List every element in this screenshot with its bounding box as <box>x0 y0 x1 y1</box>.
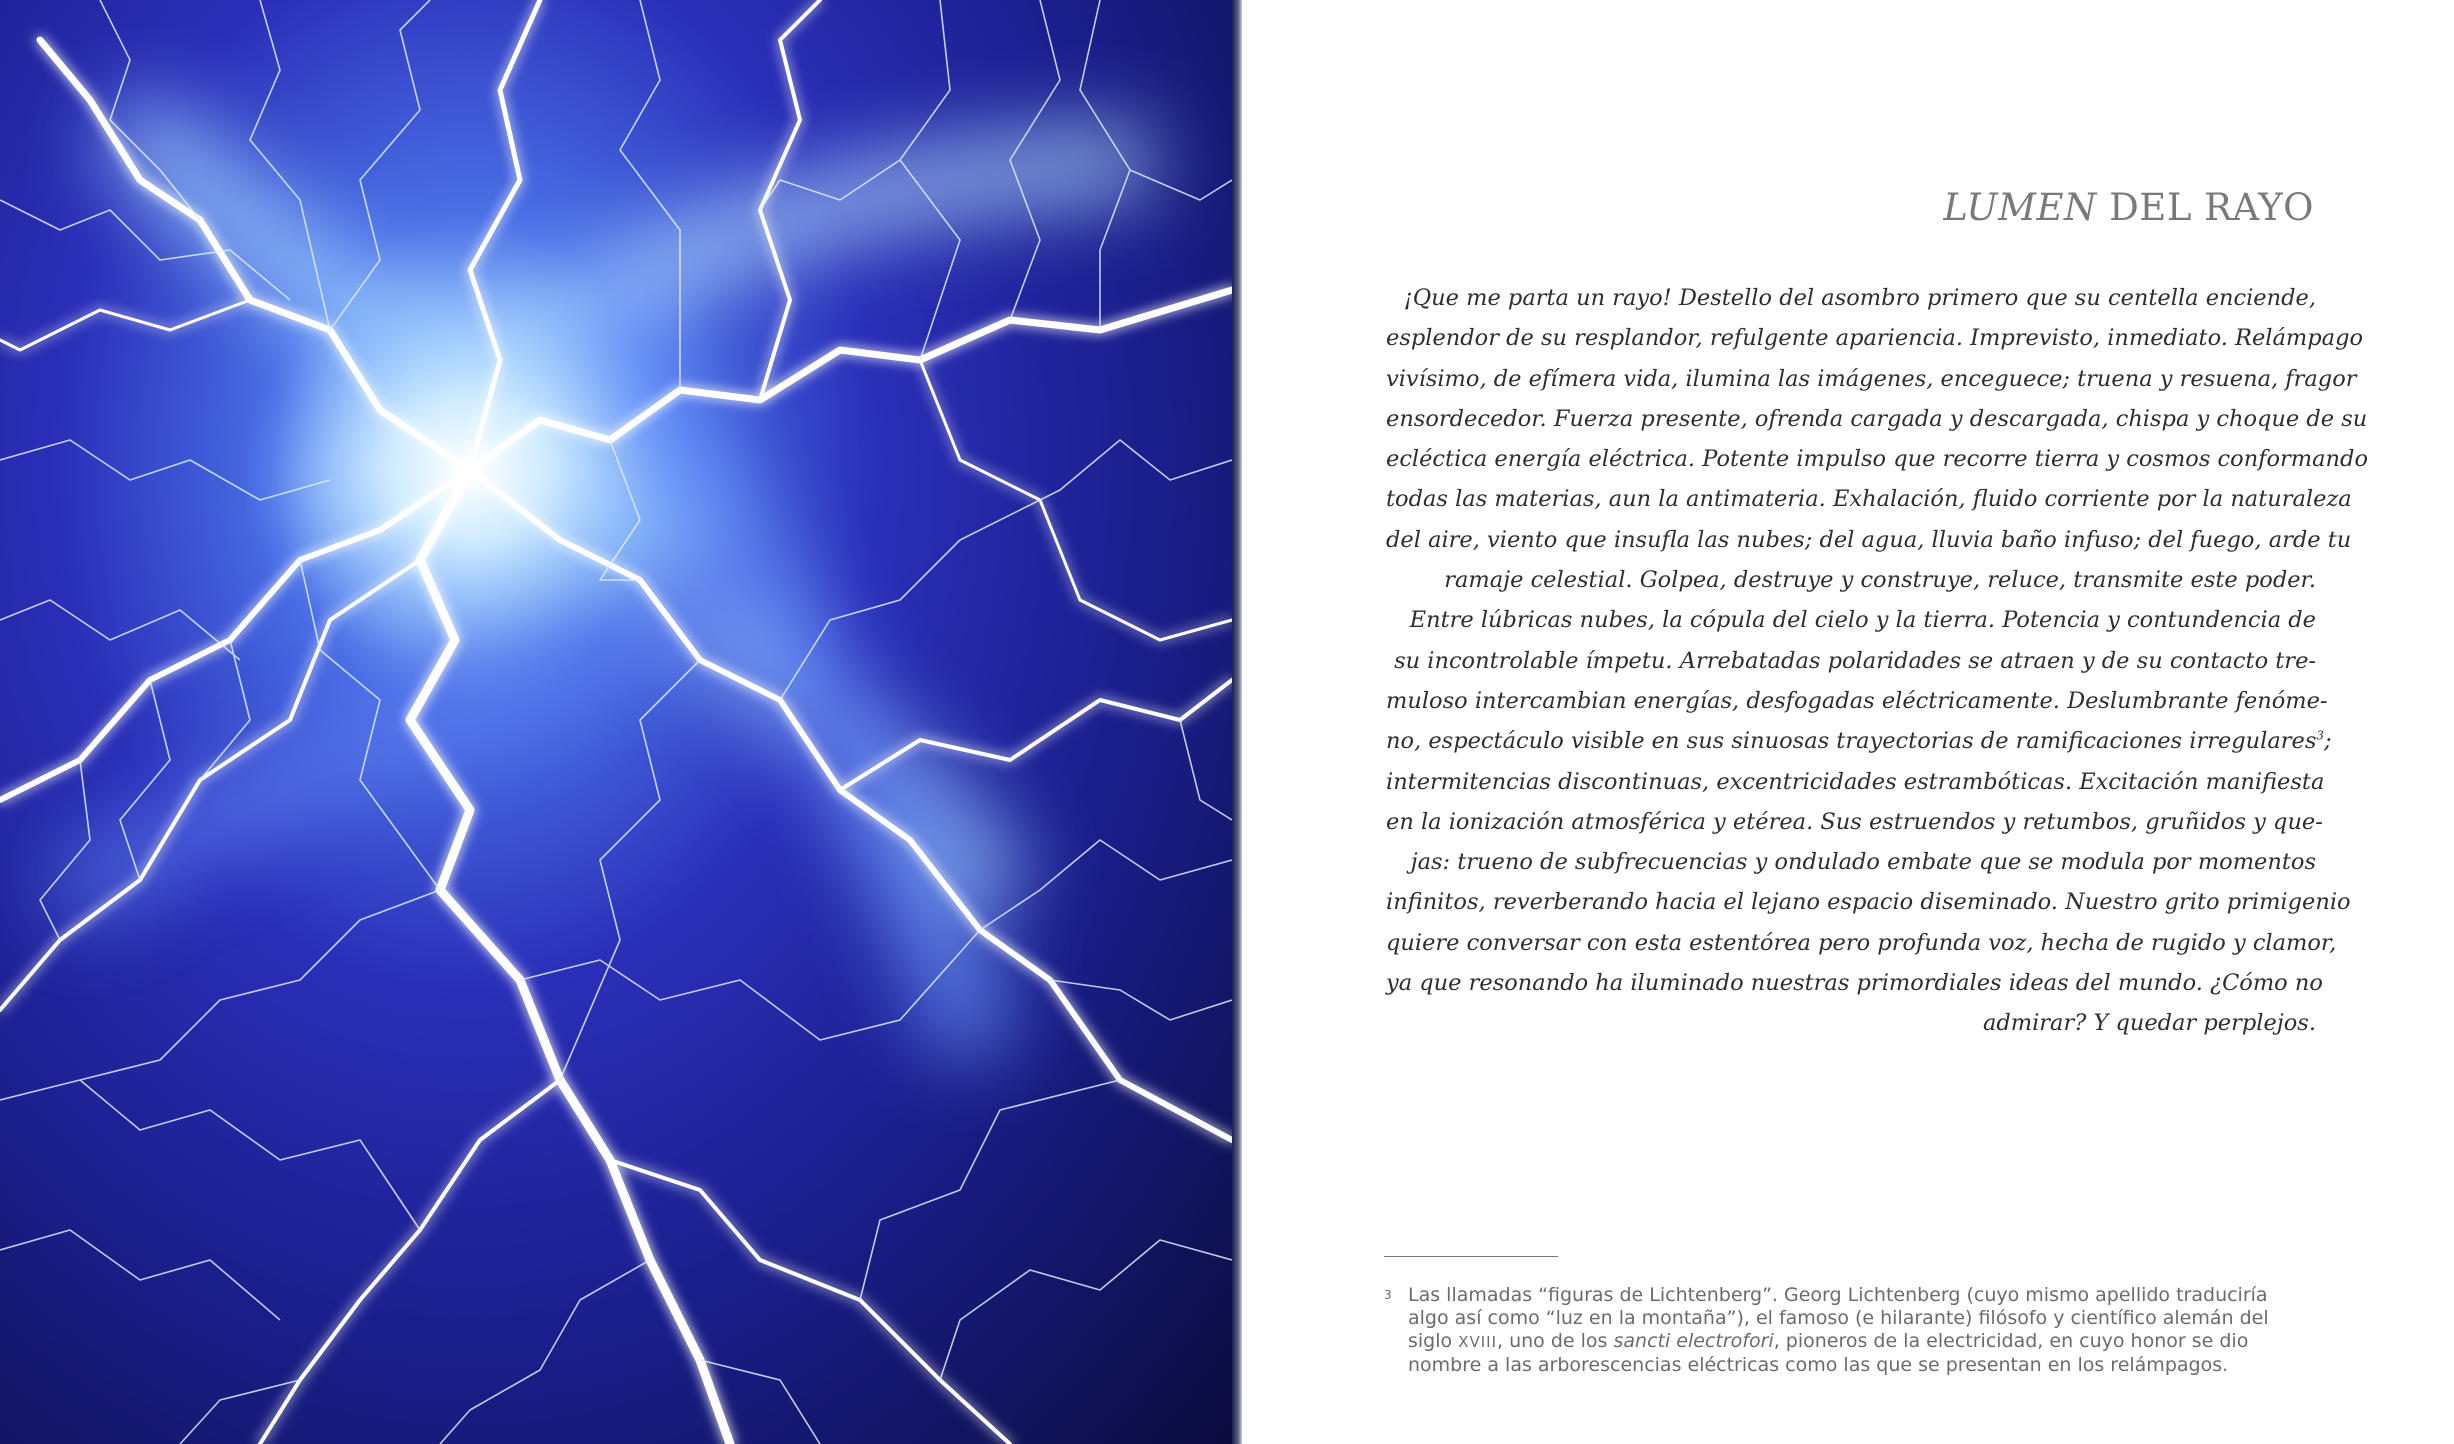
body-line: jas: trueno de subfrecuencias y ondulado embate que se modula por momentos <box>1410 849 2316 876</box>
footnote-line <box>1408 1330 2316 1354</box>
body-line: muloso intercambian energías, desfogadas eléctricamente. Deslumbrante fenóme- <box>1386 687 2328 714</box>
footnote-text <box>1408 1284 2316 1377</box>
footnote-line: nombre a las arborescencias eléctricas como las que se presentan en los relámpagos. <box>1408 1354 2229 1376</box>
footnote <box>1384 1284 2316 1377</box>
body-line: ecléctica energía eléctrica. Potente impulso que recorre tierra y cosmos conformando <box>1386 446 2369 473</box>
body-line: intermitencias discontinuas, excentricidades estrambóticas. Excitación manifiesta <box>1386 768 2325 795</box>
footnote-fragment: siglo <box>1408 1330 1453 1352</box>
body-line: infinitos, reverberando hacia el lejano espacio diseminado. Nuestro grito primigenio <box>1386 889 2351 916</box>
body-line: Entre lúbricas nubes, la cópula del cielo y la tierra. Potencia y contundencia de <box>1409 607 2316 634</box>
page-gutter <box>1232 0 1242 1444</box>
footnote-divider <box>1384 1256 1558 1257</box>
body-line: ensordecedor. Fuerza presente, ofrenda cargada y descargada, chispa y choque de su <box>1386 405 2368 432</box>
heading-regular-part: DEL RAYO <box>2109 186 2314 229</box>
footnote-fragment: , uno de los <box>1497 1330 1608 1352</box>
body-line: del aire, viento que insufla las nubes; del agua, lluvia baño infuso; del fuego, arde tu <box>1386 526 2352 553</box>
body-line-text: no, espectáculo visible en sus sinuosas trayectorias de ramificaciones irregulares <box>1386 728 2317 755</box>
heading-italic-part: LUMEN <box>1943 186 2097 229</box>
footnote-line: Las llamadas “figuras de Lichtenberg”. Georg Lichtenberg (cuyo mismo apellido traduciría <box>1408 1284 2268 1306</box>
body-line: todas las materias, aun la antimateria. Exhalación, fluido corriente por la naturaleza <box>1386 486 2352 513</box>
body-line: ramaje celestial. Golpea, destruye y construye, reluce, transmite este poder. <box>1444 567 2316 594</box>
footnote-reference[interactable]: 3 <box>2316 728 2325 743</box>
century-numeral: XVIII <box>1458 1333 1498 1351</box>
body-line: ya que resonando ha iluminado nuestras primordiales ideas del mundo. ¿Cómo no <box>1386 970 2323 997</box>
body-line: ¡Que me parta un rayo! Destello del asombro primero que su centella enciende, <box>1403 285 2316 311</box>
body-line: admirar? Y quedar perplejos. <box>1982 1010 2316 1037</box>
latin-term: sancti electrofori <box>1613 1330 1774 1352</box>
body-paragraph <box>1386 278 2369 1044</box>
body-line: en la ionización atmosférica y etérea. Sus estruendos y retumbos, gruñidos y que- <box>1386 808 2323 835</box>
body-line-punct: ; <box>2324 728 2332 755</box>
footnote-number: 3 <box>1384 1288 1392 1302</box>
footnote-fragment: , pioneros de la electricidad, en cuyo honor se dio <box>1773 1330 2249 1352</box>
body-line: su incontrolable ímpetu. Arrebatadas polaridades se atraen y de su contacto tre- <box>1394 647 2316 674</box>
text-page <box>1242 0 2454 1444</box>
body-line: quiere conversar con esta estentórea pero profunda voz, hecha de rugido y clamor, <box>1386 929 2337 956</box>
body-line: esplendor de su resplandor, refulgente apariencia. Imprevisto, inmediato. Relámpago <box>1386 325 2364 352</box>
chapter-heading <box>1943 186 2314 229</box>
body-line: vivísimo, de efímera vida, ilumina las imágenes, enceguece; truena y resuena, fragor <box>1386 365 2357 392</box>
footnote-line: algo así como “luz en la montaña”), el famoso (e hilarante) filósofo y científico alemán del <box>1408 1307 2269 1329</box>
body-line-with-note <box>1386 721 2332 761</box>
